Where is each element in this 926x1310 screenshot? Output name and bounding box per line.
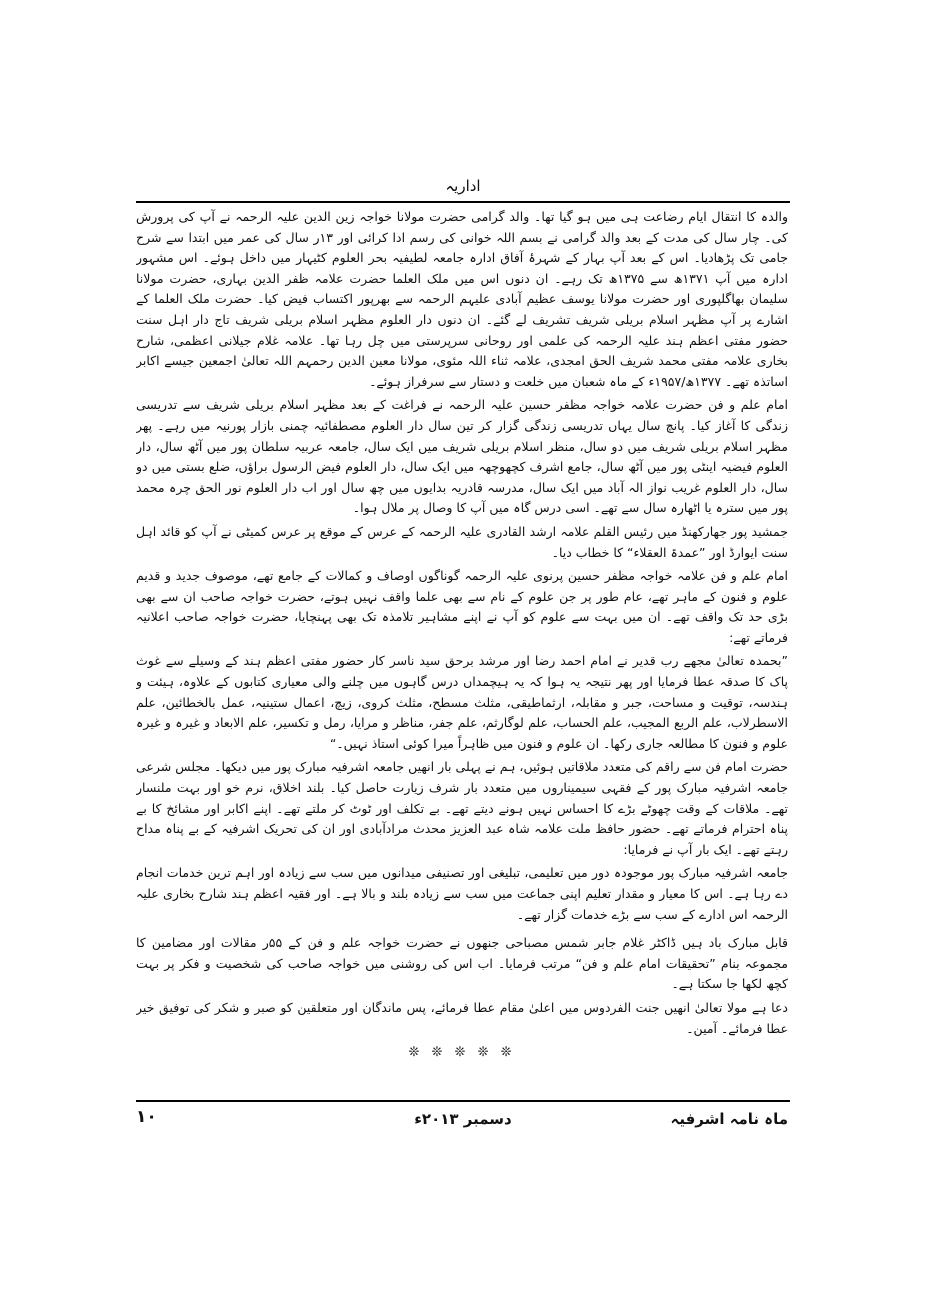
paragraph-award: جمشید پور جھارکھنڈ میں رئیس القلم علامہ ارشد القادری علیہ الرحمہ کے عرس کے موقع پر عرس کمیٹی نے آپ کو قائد اہل سنت ایوارڈ اور ”عمدۃ العقلاء“ کا خطاب دیا۔ [136, 523, 788, 560]
paragraph-jamia-quote: جامعہ اشرفیہ مبارک پور موجودہ دور میں تعلیمی، تبلیغی اور تصنیفی میدانوں میں سب سے زیادہ اور اہم ترین خدمات انجام دے رہا ہے۔ اس کا معیار و مقدار تعلیم اپنی جماعت میں سب سے زیادہ بلند و بالا ہے۔ اور فقیہ اعظم ہند شارح بخاری علیہ الرحمہ اس ادارے کے سب سے بڑے خدمات گزار تھے۔ [136, 865, 788, 922]
page-number: ۱۰ [136, 1107, 157, 1127]
footer-rule [136, 1100, 790, 1102]
end-ornament: ❊ ❊ ❊ ❊ ❊ [408, 1045, 516, 1061]
magazine-name: ماہ نامہ اشرفیہ [670, 1110, 788, 1128]
section-title: اداریہ [445, 177, 481, 195]
paragraph-prayer: دعا ہے مولا تعالیٰ انھیں جنت الفردوس میں اعلیٰ مقام عطا فرمائے، پس ماندگان اور متعلقین کو صبر و شکر کی توفیق خیر عطا فرمائے۔ آمین۔ [136, 999, 788, 1036]
quotation: ”بحمدہ تعالیٰ مجھے رب قدیر نے امام احمد رضا اور مرشد برحق سید ناسر کار حضور مفتی اعظم ہند کے وسیلے سے غوث پاک کا صدقہ عطا فرمایا اور پھر نتیجہ یہ ہوا کہ یہ ہیچمداں درس گاہوں میں چلنے والی معیاری کتابوں کے علاوہ، ہیئت و ہندسہ، توقیت و مساحت، جبر و مقابلہ، ارثماطیقی، مثلث مسطح، مثلث کروی، زیچ، اعمال ستینیہ، عمل بالخطائین، علم الاسطرلاب، علم الربع المجیب، علم الحساب، علم لوگارثم، علم جفر، مناظر و مرایا، رمل و تکسیر، علم الابعاد و غیرہ و غیرہ علوم و فنون کا مطالعہ جاری رکھا۔ ان علوم و فنون میں ظاہراً میرا کوئی استاذ نہیں۔“ [136, 653, 788, 751]
paragraph-upbringing: والدہ کا انتقال ایام رضاعت ہی میں ہو گیا تھا۔ والد گرامی حضرت مولانا خواجہ زین الدین علیہ الرحمہ نے آپ کی پرورش کی۔ چار سال کی مدت کے بعد والد گرامی نے بسم اللہ خوانی کی رسم ادا کرائی اور ۱۳ر سال کی عمر میں ابتدا سے شرح جامی تک پڑھادیا۔ اس کے بعد آپ بہار کے شہرۂ آفاق ادارہ جامعہ لطیفیہ بحر العلوم کٹیہار میں داخل ہوئے۔ اس مشہور ادارہ میں آپ ۱۳۷۱ھ سے ۱۳۷۵ھ تک رہے۔ ان دنوں اس میں ملک العلما حضرت علامہ ظفر الدین بہاری، حضرت مولانا سلیمان بھاگلپوری اور حضرت مولانا یوسف عظیم آبادی علیہم الرحمہ سے بھرپور اکتساب فیض کیا۔ حضرت ملک العلما کے اشارے پر آپ مظہر اسلام بریلی شریف تشریف لے گئے۔ ان دنوں دار العلوم مظہر اسلام بریلی شریف تاج دار اہل سنت حضور مفتی اعظم ہند علیہ الرحمہ کی علمی اور روحانی سرپرستی میں چل رہا تھا۔ علامہ غلام جیلانی اعظمی، شارح بخاری علامہ مفتی محمد شریف الحق امجدی، علامہ ثناء اللہ مئوی، مولانا معین الدین رحمہم اللہ تعالیٰ اجمعین جیسے اکابر اساتذہ تھے۔ ۱۳۷۷ھ/۱۹۵۷ء کے ماہ شعبان میں خلعت و دستار سے سرفراز ہوئے۔ [136, 209, 788, 389]
paragraph-book: قابل مبارک باد ہیں ڈاکٹر غلام جابر شمس مصباحی جنھوں نے حضرت خواجہ علم و فن کے ۵۵ر مقالات اور مضامین کا مجموعہ بنام ”تحقیقات امام علم و فن“ مرتب فرمایا۔ اب اس کی روشنی میں خواجہ صاحب کی شخصیت و فکر پر بہت کچھ لکھا جا سکتا ہے۔ [136, 935, 788, 992]
header-rule [136, 201, 790, 203]
paragraph-sciences: امام علم و فن علامہ خواجہ مظفر حسین پرنوی علیہ الرحمہ گوناگوں اوصاف و کمالات کے جامع تھے، موصوف جدید و قدیم علوم و فنون کے ماہر تھے، عام طور پر جن علوم کے نام سے بھی علما واقف نہیں ہوتے، حضرت خواجہ صاحب ان سے بھی بڑی حد تک واقف تھے۔ ان میں بہت سے علوم کو آپ نے اپنے مشاہیر تلامذہ تک بھی پہنچایا، حضرت خواجہ صاحب اعلانیہ فرماتے تھے: [136, 568, 788, 645]
article-body [136, 207, 788, 1065]
issue-date: دسمبر ۲۰۱۳ء [414, 1110, 512, 1128]
paragraph-meetings: حضرت امام فن سے راقم کی متعدد ملاقاتیں ہوئیں، ہم نے پہلی بار انھیں جامعہ اشرفیہ مبارک پور میں دیکھا۔ مجلس شرعی جامعہ اشرفیہ مبارک پور کے فقہی سیمیناروں میں متعدد بار شرف زیارت حاصل کیا۔ بلند اخلاق، نرم خو اور بہت ملنسار تھے۔ ملاقات کے وقت چھوٹے بڑے کا احساس نہیں ہونے دیتے تھے۔ بے تکلف اور ٹوٹ کر ملتے تھے۔ اپنے اکابر اور مشائخ کا بے پناہ احترام فرماتے تھے۔ حضور حافظ ملت علامہ شاہ عبد العزیز محدث مرادآبادی اور ان کی تحریک اشرفیہ کے بے پناہ مداح رہتے تھے۔ ایک بار آپ نے فرمایا: [136, 759, 788, 857]
paragraph-teaching-career: امام علم و فن حضرت علامہ خواجہ مظفر حسین علیہ الرحمہ نے فراغت کے بعد مظہر اسلام بریلی شریف سے تدریسی زندگی کا آغاز کیا۔ پانچ سال یہاں تدریسی زندگی گزار کر تین سال دار العلوم مصطفائیہ چمنی بازار پورنیہ میں رہے۔ پھر مظہر اسلام بریلی شریف میں دو سال، منظر اسلام بریلی شریف میں ایک سال، جامعہ عربیہ سلطان پور میں آٹھ سال، دار العلوم فیضیہ اینٹی پور میں آٹھ سال، جامع اشرف کچھوچھہ میں ایک سال، دار العلوم فیض الرسول براؤں، ضلع بستی میں دو سال، دار العلوم غریب نواز الہ آباد میں ایک سال، مدرسہ قادریہ بدایوں میں چھ سال اور اب دار العلوم نور الحق چرہ محمد پور میں سترہ یا اٹھارہ سال سے تھے۔ اسی درس گاہ میں آپ کا وصال پر ملال ہوا۔ [136, 397, 788, 516]
